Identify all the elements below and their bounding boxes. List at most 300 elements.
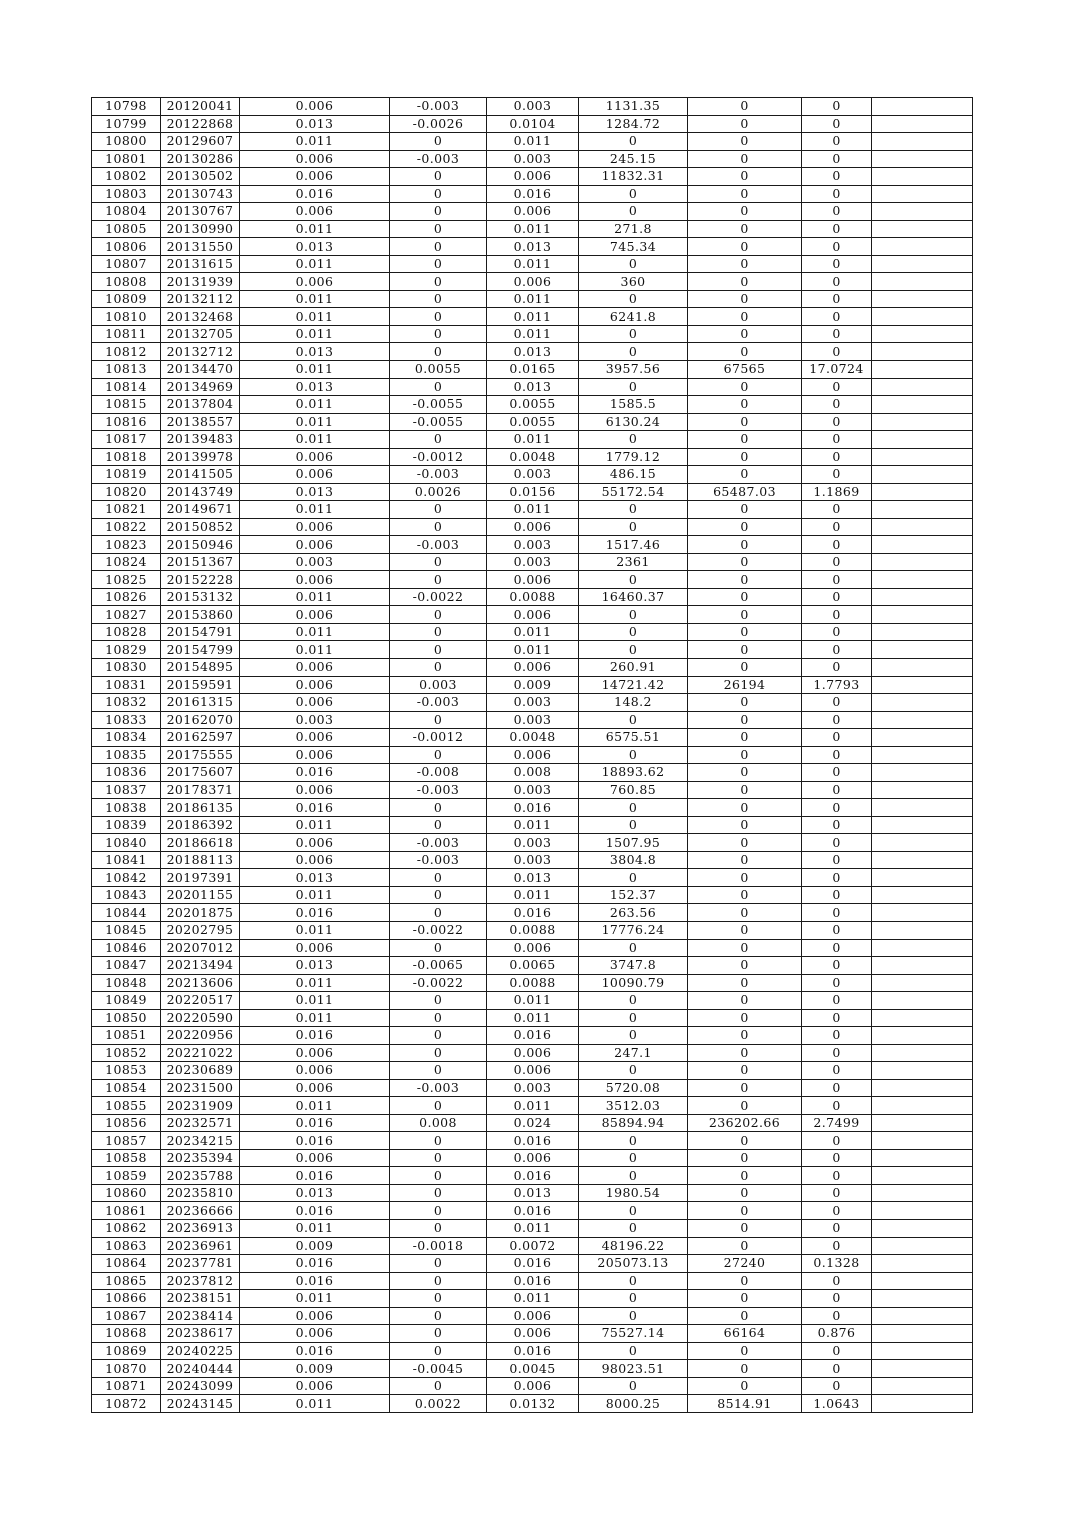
table-row — [92, 588, 973, 606]
table-row — [92, 343, 973, 361]
rate-cell: 0.011 — [240, 1290, 390, 1308]
empty-cell — [872, 1220, 973, 1238]
empty-cell — [872, 413, 973, 431]
adjustment-cell: -0.003 — [390, 150, 487, 168]
value-cell: 0 — [688, 203, 802, 221]
rate-cell: 0.011 — [240, 1009, 390, 1027]
amount-cell: 11832.31 — [579, 168, 688, 186]
amount-cell: 6241.8 — [579, 308, 688, 326]
value-cell: 0 — [688, 1272, 802, 1290]
adjustment-cell: 0 — [390, 325, 487, 343]
adjustment-cell: 0 — [390, 518, 487, 536]
rate-cell: 0.006 — [240, 659, 390, 677]
amount-cell: 0 — [579, 1149, 688, 1167]
id-cell: 20186618 — [161, 834, 240, 852]
table-row — [92, 1009, 973, 1027]
adjustment-cell: 0 — [390, 133, 487, 151]
row-number-cell: 10869 — [92, 1342, 161, 1360]
adjustment-cell: 0 — [390, 501, 487, 519]
row-number-cell: 10843 — [92, 886, 161, 904]
amount-cell: 148.2 — [579, 694, 688, 712]
id-cell: 20201875 — [161, 904, 240, 922]
rate-cell: 0.011 — [240, 431, 390, 449]
adjusted-rate-cell: 0.0065 — [487, 957, 579, 975]
adjusted-rate-cell: 0.013 — [487, 1184, 579, 1202]
ratio-cell: 17.0724 — [802, 360, 872, 378]
id-cell: 20162597 — [161, 729, 240, 747]
empty-cell — [872, 764, 973, 782]
empty-cell — [872, 974, 973, 992]
empty-cell — [872, 431, 973, 449]
table-row — [92, 98, 973, 116]
table-row — [92, 799, 973, 817]
rate-cell: 0.016 — [240, 1114, 390, 1132]
amount-cell: 16460.37 — [579, 588, 688, 606]
ratio-cell: 0 — [802, 1044, 872, 1062]
row-number-cell: 10809 — [92, 290, 161, 308]
value-cell: 0 — [688, 413, 802, 431]
table-body — [92, 98, 973, 1413]
row-number-cell: 10841 — [92, 851, 161, 869]
table-row — [92, 921, 973, 939]
rate-cell: 0.013 — [240, 869, 390, 887]
table-row — [92, 676, 973, 694]
row-number-cell: 10861 — [92, 1202, 161, 1220]
row-number-cell: 10799 — [92, 115, 161, 133]
empty-cell — [872, 255, 973, 273]
empty-cell — [872, 659, 973, 677]
empty-cell — [872, 746, 973, 764]
empty-cell — [872, 553, 973, 571]
ratio-cell: 0 — [802, 536, 872, 554]
ratio-cell: 0 — [802, 992, 872, 1010]
amount-cell: 17776.24 — [579, 921, 688, 939]
adjustment-cell: 0 — [390, 378, 487, 396]
value-cell: 0 — [688, 1167, 802, 1185]
rate-cell: 0.016 — [240, 1272, 390, 1290]
adjusted-rate-cell: 0.011 — [487, 1290, 579, 1308]
value-cell: 0 — [688, 536, 802, 554]
id-cell: 20129607 — [161, 133, 240, 151]
rate-cell: 0.011 — [240, 290, 390, 308]
row-number-cell: 10867 — [92, 1307, 161, 1325]
amount-cell: 0 — [579, 431, 688, 449]
adjusted-rate-cell: 0.011 — [487, 133, 579, 151]
row-number-cell: 10870 — [92, 1360, 161, 1378]
id-cell: 20221022 — [161, 1044, 240, 1062]
value-cell: 0 — [688, 1202, 802, 1220]
value-cell: 0 — [688, 133, 802, 151]
ratio-cell: 0 — [802, 1307, 872, 1325]
adjusted-rate-cell: 0.016 — [487, 904, 579, 922]
rate-cell: 0.013 — [240, 238, 390, 256]
table-row — [92, 869, 973, 887]
ratio-cell: 0 — [802, 518, 872, 536]
row-number-cell: 10859 — [92, 1167, 161, 1185]
ratio-cell: 0 — [802, 1184, 872, 1202]
value-cell: 26194 — [688, 676, 802, 694]
amount-cell: 85894.94 — [579, 1114, 688, 1132]
adjusted-rate-cell: 0.006 — [487, 659, 579, 677]
empty-cell — [872, 799, 973, 817]
adjusted-rate-cell: 0.016 — [487, 185, 579, 203]
id-cell: 20230689 — [161, 1062, 240, 1080]
rate-cell: 0.016 — [240, 904, 390, 922]
empty-cell — [872, 536, 973, 554]
amount-cell: 486.15 — [579, 466, 688, 484]
value-cell: 0 — [688, 851, 802, 869]
adjusted-rate-cell: 0.016 — [487, 1132, 579, 1150]
id-cell: 20232571 — [161, 1114, 240, 1132]
empty-cell — [872, 343, 973, 361]
id-cell: 20132712 — [161, 343, 240, 361]
row-number-cell: 10836 — [92, 764, 161, 782]
empty-cell — [872, 711, 973, 729]
rate-cell: 0.011 — [240, 501, 390, 519]
ratio-cell: 1.7793 — [802, 676, 872, 694]
empty-cell — [872, 168, 973, 186]
table-row — [92, 1149, 973, 1167]
empty-cell — [872, 957, 973, 975]
row-number-cell: 10802 — [92, 168, 161, 186]
amount-cell: 0 — [579, 1062, 688, 1080]
value-cell: 0 — [688, 115, 802, 133]
rate-cell: 0.006 — [240, 150, 390, 168]
amount-cell: 0 — [579, 518, 688, 536]
id-cell: 20159591 — [161, 676, 240, 694]
amount-cell: 1980.54 — [579, 1184, 688, 1202]
id-cell: 20220956 — [161, 1027, 240, 1045]
table-row — [92, 1167, 973, 1185]
table-row — [92, 1132, 973, 1150]
value-cell: 0 — [688, 974, 802, 992]
id-cell: 20243099 — [161, 1377, 240, 1395]
empty-cell — [872, 1307, 973, 1325]
value-cell: 0 — [688, 238, 802, 256]
adjustment-cell: 0 — [390, 746, 487, 764]
rate-cell: 0.016 — [240, 764, 390, 782]
ratio-cell: 0 — [802, 746, 872, 764]
value-cell: 0 — [688, 939, 802, 957]
row-number-cell: 10844 — [92, 904, 161, 922]
id-cell: 20154799 — [161, 641, 240, 659]
amount-cell: 0 — [579, 1202, 688, 1220]
ratio-cell: 0 — [802, 974, 872, 992]
rate-cell: 0.006 — [240, 448, 390, 466]
value-cell: 0 — [688, 518, 802, 536]
ratio-cell: 0 — [802, 168, 872, 186]
id-cell: 20132705 — [161, 325, 240, 343]
row-number-cell: 10798 — [92, 98, 161, 116]
adjustment-cell: 0 — [390, 904, 487, 922]
value-cell: 0 — [688, 343, 802, 361]
value-cell: 0 — [688, 1360, 802, 1378]
row-number-cell: 10822 — [92, 518, 161, 536]
amount-cell: 1284.72 — [579, 115, 688, 133]
empty-cell — [872, 816, 973, 834]
rate-cell: 0.006 — [240, 1079, 390, 1097]
adjustment-cell: 0 — [390, 1132, 487, 1150]
rate-cell: 0.016 — [240, 1132, 390, 1150]
adjustment-cell: 0.008 — [390, 1114, 487, 1132]
rate-cell: 0.003 — [240, 553, 390, 571]
value-cell: 0 — [688, 957, 802, 975]
ratio-cell: 0 — [802, 273, 872, 291]
ratio-cell: 0 — [802, 834, 872, 852]
value-cell: 0 — [688, 553, 802, 571]
rate-cell: 0.006 — [240, 571, 390, 589]
table-row — [92, 1027, 973, 1045]
row-number-cell: 10814 — [92, 378, 161, 396]
amount-cell: 0 — [579, 711, 688, 729]
id-cell: 20137804 — [161, 396, 240, 414]
adjusted-rate-cell: 0.0055 — [487, 396, 579, 414]
adjustment-cell: 0.0022 — [390, 1395, 487, 1413]
value-cell: 0 — [688, 308, 802, 326]
rate-cell: 0.011 — [240, 816, 390, 834]
rate-cell: 0.006 — [240, 834, 390, 852]
adjustment-cell: -0.008 — [390, 764, 487, 782]
id-cell: 20201155 — [161, 886, 240, 904]
adjusted-rate-cell: 0.006 — [487, 273, 579, 291]
adjustment-cell: 0 — [390, 1325, 487, 1343]
amount-cell: 0 — [579, 185, 688, 203]
table-row — [92, 939, 973, 957]
amount-cell: 0 — [579, 992, 688, 1010]
table-row — [92, 1114, 973, 1132]
amount-cell: 5720.08 — [579, 1079, 688, 1097]
rate-cell: 0.011 — [240, 308, 390, 326]
row-number-cell: 10837 — [92, 781, 161, 799]
empty-cell — [872, 1044, 973, 1062]
empty-cell — [872, 1272, 973, 1290]
adjustment-cell: 0 — [390, 431, 487, 449]
amount-cell: 3957.56 — [579, 360, 688, 378]
ratio-cell: 0 — [802, 1132, 872, 1150]
row-number-cell: 10803 — [92, 185, 161, 203]
rate-cell: 0.011 — [240, 974, 390, 992]
row-number-cell: 10852 — [92, 1044, 161, 1062]
rate-cell: 0.011 — [240, 255, 390, 273]
adjustment-cell: 0 — [390, 185, 487, 203]
value-cell: 0 — [688, 869, 802, 887]
table-row — [92, 974, 973, 992]
id-cell: 20152228 — [161, 571, 240, 589]
adjusted-rate-cell: 0.016 — [487, 799, 579, 817]
empty-cell — [872, 1062, 973, 1080]
adjustment-cell: 0.003 — [390, 676, 487, 694]
adjustment-cell: -0.003 — [390, 694, 487, 712]
empty-cell — [872, 1132, 973, 1150]
value-cell: 27240 — [688, 1255, 802, 1273]
id-cell: 20238414 — [161, 1307, 240, 1325]
table-row — [92, 571, 973, 589]
ratio-cell: 0 — [802, 729, 872, 747]
table-row — [92, 1079, 973, 1097]
amount-cell: 18893.62 — [579, 764, 688, 782]
amount-cell: 3512.03 — [579, 1097, 688, 1115]
adjusted-rate-cell: 0.003 — [487, 150, 579, 168]
id-cell: 20154895 — [161, 659, 240, 677]
adjusted-rate-cell: 0.008 — [487, 764, 579, 782]
value-cell: 65487.03 — [688, 483, 802, 501]
table-row — [92, 1307, 973, 1325]
amount-cell: 0 — [579, 869, 688, 887]
empty-cell — [872, 273, 973, 291]
adjusted-rate-cell: 0.003 — [487, 694, 579, 712]
rate-cell: 0.011 — [240, 360, 390, 378]
amount-cell: 75527.14 — [579, 1325, 688, 1343]
empty-cell — [872, 851, 973, 869]
rate-cell: 0.011 — [240, 1220, 390, 1238]
adjustment-cell: -0.003 — [390, 851, 487, 869]
empty-cell — [872, 325, 973, 343]
amount-cell: 0 — [579, 623, 688, 641]
rate-cell: 0.011 — [240, 220, 390, 238]
ratio-cell: 0 — [802, 799, 872, 817]
row-number-cell: 10854 — [92, 1079, 161, 1097]
id-cell: 20130286 — [161, 150, 240, 168]
empty-cell — [872, 1184, 973, 1202]
row-number-cell: 10866 — [92, 1290, 161, 1308]
ratio-cell: 0 — [802, 115, 872, 133]
rate-cell: 0.011 — [240, 921, 390, 939]
amount-cell: 205073.13 — [579, 1255, 688, 1273]
rate-cell: 0.006 — [240, 98, 390, 116]
adjustment-cell: 0 — [390, 1044, 487, 1062]
amount-cell: 0 — [579, 378, 688, 396]
adjustment-cell: 0 — [390, 623, 487, 641]
adjusted-rate-cell: 0.011 — [487, 1097, 579, 1115]
amount-cell: 0 — [579, 1009, 688, 1027]
table-row — [92, 133, 973, 151]
rate-cell: 0.006 — [240, 518, 390, 536]
id-cell: 20213606 — [161, 974, 240, 992]
row-number-cell: 10850 — [92, 1009, 161, 1027]
amount-cell: 0 — [579, 255, 688, 273]
table-row — [92, 1377, 973, 1395]
value-cell: 0 — [688, 746, 802, 764]
id-cell: 20243145 — [161, 1395, 240, 1413]
row-number-cell: 10825 — [92, 571, 161, 589]
adjusted-rate-cell: 0.011 — [487, 641, 579, 659]
value-cell: 0 — [688, 396, 802, 414]
adjusted-rate-cell: 0.003 — [487, 711, 579, 729]
id-cell: 20154791 — [161, 623, 240, 641]
adjusted-rate-cell: 0.011 — [487, 623, 579, 641]
id-cell: 20134969 — [161, 378, 240, 396]
adjusted-rate-cell: 0.0165 — [487, 360, 579, 378]
value-cell: 0 — [688, 1237, 802, 1255]
amount-cell: 6575.51 — [579, 729, 688, 747]
id-cell: 20231500 — [161, 1079, 240, 1097]
rate-cell: 0.016 — [240, 1202, 390, 1220]
rate-cell: 0.006 — [240, 694, 390, 712]
table-row — [92, 1044, 973, 1062]
amount-cell: 1517.46 — [579, 536, 688, 554]
id-cell: 20220590 — [161, 1009, 240, 1027]
id-cell: 20130743 — [161, 185, 240, 203]
value-cell: 0 — [688, 588, 802, 606]
value-cell: 0 — [688, 1079, 802, 1097]
id-cell: 20186135 — [161, 799, 240, 817]
row-number-cell: 10823 — [92, 536, 161, 554]
adjustment-cell: -0.0026 — [390, 115, 487, 133]
row-number-cell: 10828 — [92, 623, 161, 641]
table-row — [92, 431, 973, 449]
table-row — [92, 290, 973, 308]
id-cell: 20122868 — [161, 115, 240, 133]
adjustment-cell: -0.0055 — [390, 413, 487, 431]
empty-cell — [872, 220, 973, 238]
empty-cell — [872, 1027, 973, 1045]
amount-cell: 1779.12 — [579, 448, 688, 466]
rate-cell: 0.016 — [240, 1167, 390, 1185]
empty-cell — [872, 694, 973, 712]
row-number-cell: 10862 — [92, 1220, 161, 1238]
adjustment-cell: 0 — [390, 606, 487, 624]
adjustment-cell: 0 — [390, 659, 487, 677]
empty-cell — [872, 360, 973, 378]
id-cell: 20188113 — [161, 851, 240, 869]
adjustment-cell: 0 — [390, 939, 487, 957]
table-row — [92, 553, 973, 571]
value-cell: 0 — [688, 168, 802, 186]
empty-cell — [872, 1097, 973, 1115]
amount-cell: 0 — [579, 1377, 688, 1395]
empty-cell — [872, 1114, 973, 1132]
row-number-cell: 10813 — [92, 360, 161, 378]
id-cell: 20175555 — [161, 746, 240, 764]
adjustment-cell: 0 — [390, 1377, 487, 1395]
table-row — [92, 273, 973, 291]
row-number-cell: 10816 — [92, 413, 161, 431]
id-cell: 20161315 — [161, 694, 240, 712]
id-cell: 20235788 — [161, 1167, 240, 1185]
id-cell: 20139483 — [161, 431, 240, 449]
rate-cell: 0.006 — [240, 851, 390, 869]
value-cell: 0 — [688, 1062, 802, 1080]
id-cell: 20130767 — [161, 203, 240, 221]
value-cell: 0 — [688, 325, 802, 343]
rate-cell: 0.011 — [240, 623, 390, 641]
rate-cell: 0.006 — [240, 466, 390, 484]
rate-cell: 0.011 — [240, 641, 390, 659]
rate-cell: 0.006 — [240, 939, 390, 957]
row-number-cell: 10838 — [92, 799, 161, 817]
adjustment-cell: -0.003 — [390, 1079, 487, 1097]
adjustment-cell: 0 — [390, 1097, 487, 1115]
table-row — [92, 1325, 973, 1343]
ratio-cell: 0 — [802, 571, 872, 589]
row-number-cell: 10827 — [92, 606, 161, 624]
table-row — [92, 185, 973, 203]
rate-cell: 0.016 — [240, 799, 390, 817]
table-row — [92, 834, 973, 852]
id-cell: 20186392 — [161, 816, 240, 834]
ratio-cell: 0 — [802, 1272, 872, 1290]
value-cell: 0 — [688, 886, 802, 904]
ratio-cell: 0 — [802, 150, 872, 168]
ratio-cell: 2.7499 — [802, 1114, 872, 1132]
rate-cell: 0.011 — [240, 588, 390, 606]
table-row — [92, 746, 973, 764]
amount-cell: 0 — [579, 501, 688, 519]
row-number-cell: 10805 — [92, 220, 161, 238]
adjustment-cell: 0 — [390, 1272, 487, 1290]
adjusted-rate-cell: 0.011 — [487, 308, 579, 326]
ratio-cell: 0 — [802, 1149, 872, 1167]
